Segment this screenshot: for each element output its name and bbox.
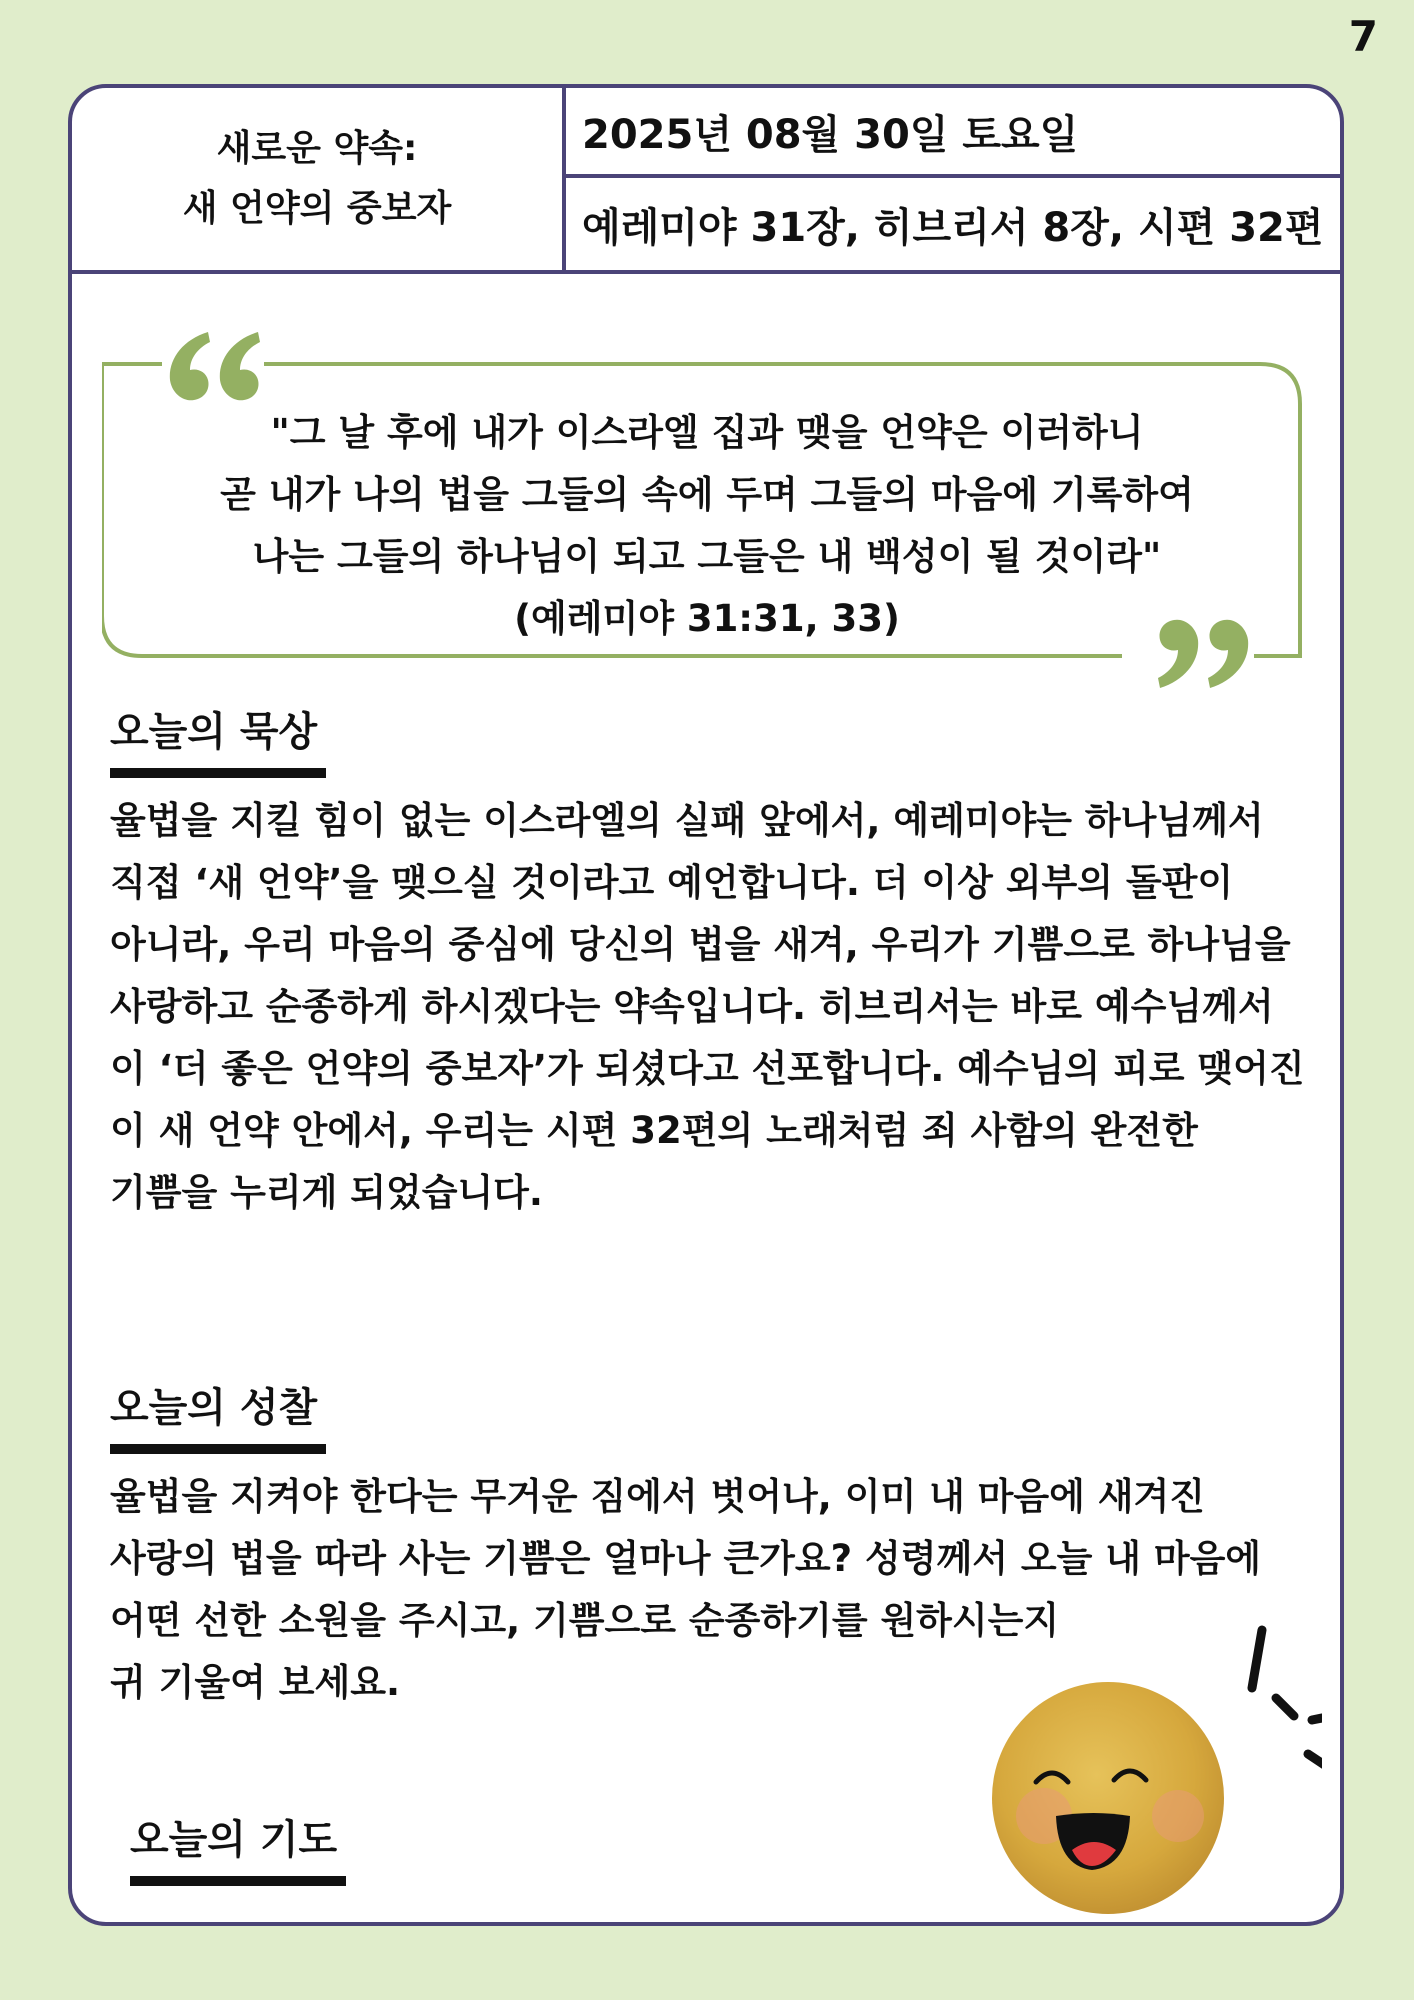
meditation-underline: [110, 768, 326, 778]
reflection-heading: 오늘의 성찰: [110, 1385, 318, 1431]
page-number: 7: [1348, 12, 1378, 61]
header-date: 2025년 08월 30일 토요일: [566, 88, 1340, 178]
prayer-heading: 오늘의 기도: [130, 1817, 338, 1863]
meditation-heading: 오늘의 묵상: [110, 709, 318, 755]
reflection-line: 율법을 지켜야 한다는 무거운 짐에서 벗어나, 이미 내 마음에 새겨진: [110, 1475, 1206, 1518]
devotional-card: [68, 84, 1344, 1926]
smiley-face-icon: [982, 1620, 1322, 1940]
meditation-line: 직접 ‘새 언약’을 맺으실 것이라고 예언합니다. 더 이상 외부의 돌판이: [110, 861, 1234, 904]
quote-line: 나는 그들의 하나님이 되고 그들은 내 백성이 될 것이라": [252, 535, 1162, 578]
header-readings: 예레미야 31장, 히브리서 8장, 시편 32편: [582, 204, 1324, 251]
meditation-line: 아니라, 우리 마음의 중심에 당신의 법을 새겨, 우리가 기쁨으로 하나님을: [110, 923, 1291, 966]
reflection-line: 귀 기울여 보세요.: [110, 1661, 401, 1704]
scripture-quote-text: [102, 402, 1312, 650]
meditation-line: 이 ‘더 좋은 언약의 중보자’가 되셨다고 선포합니다. 예수님의 피로 맺어진: [110, 1047, 1305, 1090]
header-table: [72, 88, 1340, 274]
meditation-line: 이 새 언약 안에서, 우리는 시편 32편의 노래처럼 죄 사함의 완전한: [110, 1109, 1198, 1152]
quote-reference: (예레미야 31:31, 33): [514, 597, 900, 640]
header-title-line-2: 새 언약의 중보자: [182, 188, 452, 229]
meditation-text: [110, 790, 1340, 1224]
prayer-underline: [130, 1876, 346, 1886]
reflection-line: 사랑의 법을 따라 사는 기쁨은 얼마나 큰가요? 성령께서 오늘 내 마음에: [110, 1537, 1262, 1580]
meditation-line: 율법을 지킬 힘이 없는 이스라엘의 실패 앞에서, 예레미야는 하나님께서: [110, 799, 1264, 842]
header-title-line-1: 새로운 약속:: [216, 128, 418, 169]
open-quote-icon: [164, 328, 264, 408]
quote-line: 곧 내가 나의 법을 그들의 속에 두며 그들의 마음에 기록하여: [220, 473, 1194, 516]
meditation-line: 사랑하고 순종하게 하시겠다는 약속입니다. 히브리서는 바로 예수님께서: [110, 985, 1274, 1028]
quote-line: "그 날 후에 내가 이스라엘 집과 맺을 언약은 이러하니: [270, 411, 1144, 454]
reflection-line: 어떤 선한 소원을 주시고, 기쁨으로 순종하기를 원하시는지: [110, 1599, 1060, 1642]
reflection-underline: [110, 1444, 326, 1454]
meditation-line: 기쁨을 누리게 되었습니다.: [110, 1171, 543, 1214]
scripture-quote-box: [102, 350, 1312, 670]
header-title: [72, 88, 566, 270]
